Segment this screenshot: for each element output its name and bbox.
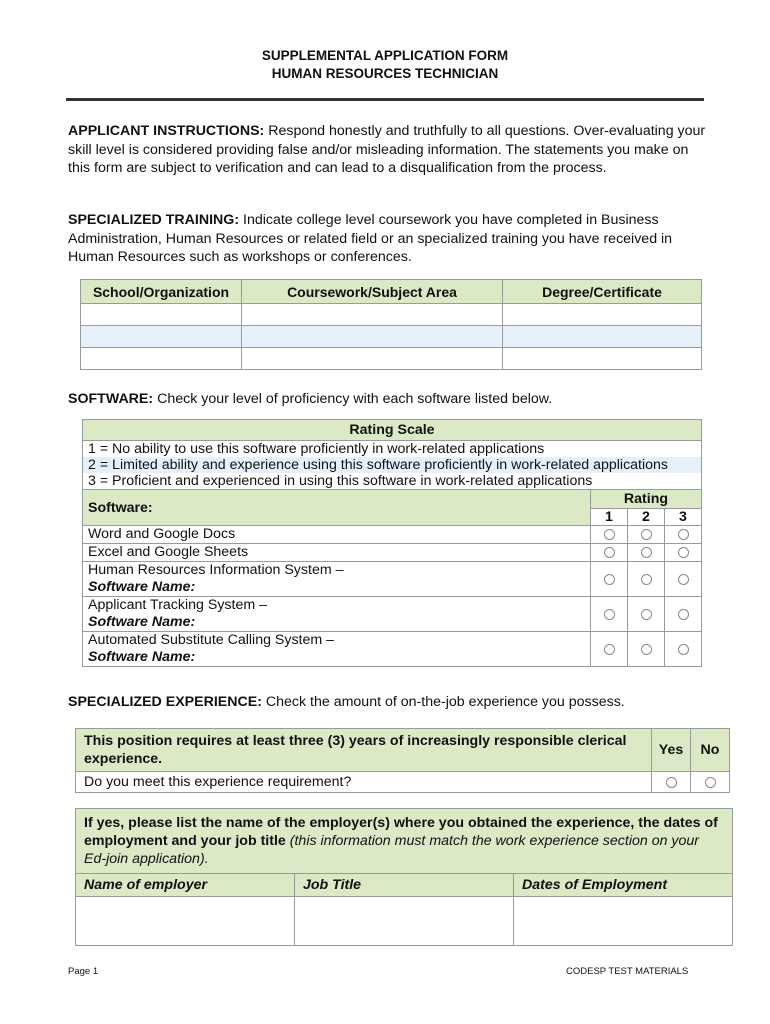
excel-rating-3-radio[interactable] bbox=[678, 547, 689, 558]
rating-scale-title: Rating Scale bbox=[83, 420, 702, 441]
col-dates: Dates of Employment bbox=[514, 874, 733, 897]
rating-number-3: 3 bbox=[665, 509, 702, 526]
hris-rating-1-radio[interactable] bbox=[604, 574, 615, 585]
calling-rating-3-radio[interactable] bbox=[678, 644, 689, 655]
ats-software-name-label: Software Name: bbox=[88, 614, 196, 630]
training-cell[interactable] bbox=[81, 326, 242, 348]
training-table bbox=[80, 279, 702, 370]
rating-number-2: 2 bbox=[628, 509, 665, 526]
training-cell[interactable] bbox=[242, 348, 503, 370]
employer-name-cell[interactable] bbox=[76, 897, 295, 946]
dates-cell[interactable] bbox=[514, 897, 733, 946]
yes-header: Yes bbox=[652, 729, 691, 772]
scale-line-2: 2 = Limited ability and experience using this software proficiently in work-related applications bbox=[83, 457, 702, 473]
experience-table bbox=[75, 728, 730, 793]
software-item-word: Word and Google Docs bbox=[83, 526, 591, 544]
training-label: SPECIALIZED TRAINING: bbox=[68, 212, 240, 228]
ats-rating-3-radio[interactable] bbox=[678, 609, 689, 620]
training-cell[interactable] bbox=[503, 304, 702, 326]
experience-text: Check the amount of on-the-job experience you possess. bbox=[265, 694, 625, 710]
ats-rating-1-radio[interactable] bbox=[604, 609, 615, 620]
instructions-label: APPLICANT INSTRUCTIONS: bbox=[68, 123, 265, 139]
hris-software-name-label: Software Name: bbox=[88, 579, 196, 595]
rating-number-1: 1 bbox=[591, 509, 628, 526]
calling-name: Automated Substitute Calling System – bbox=[88, 632, 335, 648]
form-subtitle: HUMAN RESOURCES TECHNICIAN bbox=[271, 66, 499, 81]
word-rating-3-radio[interactable] bbox=[678, 529, 689, 540]
col-employer-name: Name of employer bbox=[76, 874, 295, 897]
hris-name: Human Resources Information System – bbox=[88, 562, 344, 578]
calling-rating-1-radio[interactable] bbox=[604, 644, 615, 655]
software-item-excel: Excel and Google Sheets bbox=[83, 544, 591, 562]
employer-table bbox=[75, 808, 733, 946]
software-header: Software: bbox=[83, 490, 591, 526]
employer-instructions bbox=[76, 809, 733, 874]
job-title-cell[interactable] bbox=[295, 897, 514, 946]
employer-instruction-italic: (this information must match the work experience section on your Ed-join application). bbox=[84, 833, 700, 867]
training-cell[interactable] bbox=[81, 348, 242, 370]
software-text: Check your level of proficiency with each software listed below. bbox=[157, 391, 553, 407]
form-title: SUPPLEMENTAL APPLICATION FORM bbox=[261, 48, 509, 63]
header-divider bbox=[66, 98, 704, 101]
word-rating-1-radio[interactable] bbox=[604, 529, 615, 540]
training-cell[interactable] bbox=[503, 326, 702, 348]
col-school: School/Organization bbox=[81, 280, 242, 304]
calling-rating-2-radio[interactable] bbox=[641, 644, 652, 655]
software-table bbox=[82, 419, 702, 667]
experience-label: SPECIALIZED EXPERIENCE: bbox=[68, 694, 262, 710]
excel-rating-1-radio[interactable] bbox=[604, 547, 615, 558]
scale-line-1: 1 = No ability to use this software proficiently in work-related applications bbox=[83, 441, 702, 458]
training-cell[interactable] bbox=[242, 326, 503, 348]
calling-software-name-label: Software Name: bbox=[88, 649, 196, 665]
excel-rating-2-radio[interactable] bbox=[641, 547, 652, 558]
hris-rating-2-radio[interactable] bbox=[641, 574, 652, 585]
employer-instruction-bold: If yes, please list the name of the employer(s) where you obtained the experience, the dates of employment and your job title bbox=[84, 815, 718, 849]
software-label: SOFTWARE: bbox=[68, 391, 154, 407]
experience-no-radio[interactable] bbox=[705, 777, 716, 788]
no-header: No bbox=[691, 729, 730, 772]
hris-rating-3-radio[interactable] bbox=[678, 574, 689, 585]
col-job-title: Job Title bbox=[295, 874, 514, 897]
footer-label: CODESP TEST MATERIALS bbox=[566, 966, 689, 977]
rating-header: Rating bbox=[591, 490, 702, 509]
scale-line-3: 3 = Proficient and experienced in using this software in work-related applications bbox=[83, 473, 702, 490]
training-cell[interactable] bbox=[242, 304, 503, 326]
software-item-hris bbox=[83, 562, 591, 597]
software-item-calling bbox=[83, 632, 591, 667]
training-cell[interactable] bbox=[503, 348, 702, 370]
instructions-text: Respond honestly and truthfully to all questions. Over-evaluating your skill level is considered providing false and/or misleading information. The statements you make on this form are subject to verification and can lead to a disqualification from the process. bbox=[68, 123, 706, 176]
training-cell[interactable] bbox=[81, 304, 242, 326]
applicant-instructions bbox=[68, 122, 708, 178]
training-text: Indicate college level coursework you have completed in Business Administration, Human Resources or related field or an specialized training you have received in Human Resources such as workshops or conferences. bbox=[68, 212, 673, 265]
experience-question: Do you meet this experience requirement? bbox=[76, 772, 652, 793]
experience-requirement: This position requires at least three (3) years of increasingly responsible clerical experience. bbox=[76, 729, 652, 772]
experience-yes-radio[interactable] bbox=[666, 777, 677, 788]
word-rating-2-radio[interactable] bbox=[641, 529, 652, 540]
ats-name: Applicant Tracking System – bbox=[88, 597, 267, 613]
page-number: Page 1 bbox=[68, 966, 99, 977]
specialized-training bbox=[68, 211, 708, 267]
software-section bbox=[68, 391, 552, 407]
software-item-ats bbox=[83, 597, 591, 632]
col-degree: Degree/Certificate bbox=[503, 280, 702, 304]
col-coursework: Coursework/Subject Area bbox=[242, 280, 503, 304]
ats-rating-2-radio[interactable] bbox=[641, 609, 652, 620]
experience-section bbox=[68, 694, 625, 710]
